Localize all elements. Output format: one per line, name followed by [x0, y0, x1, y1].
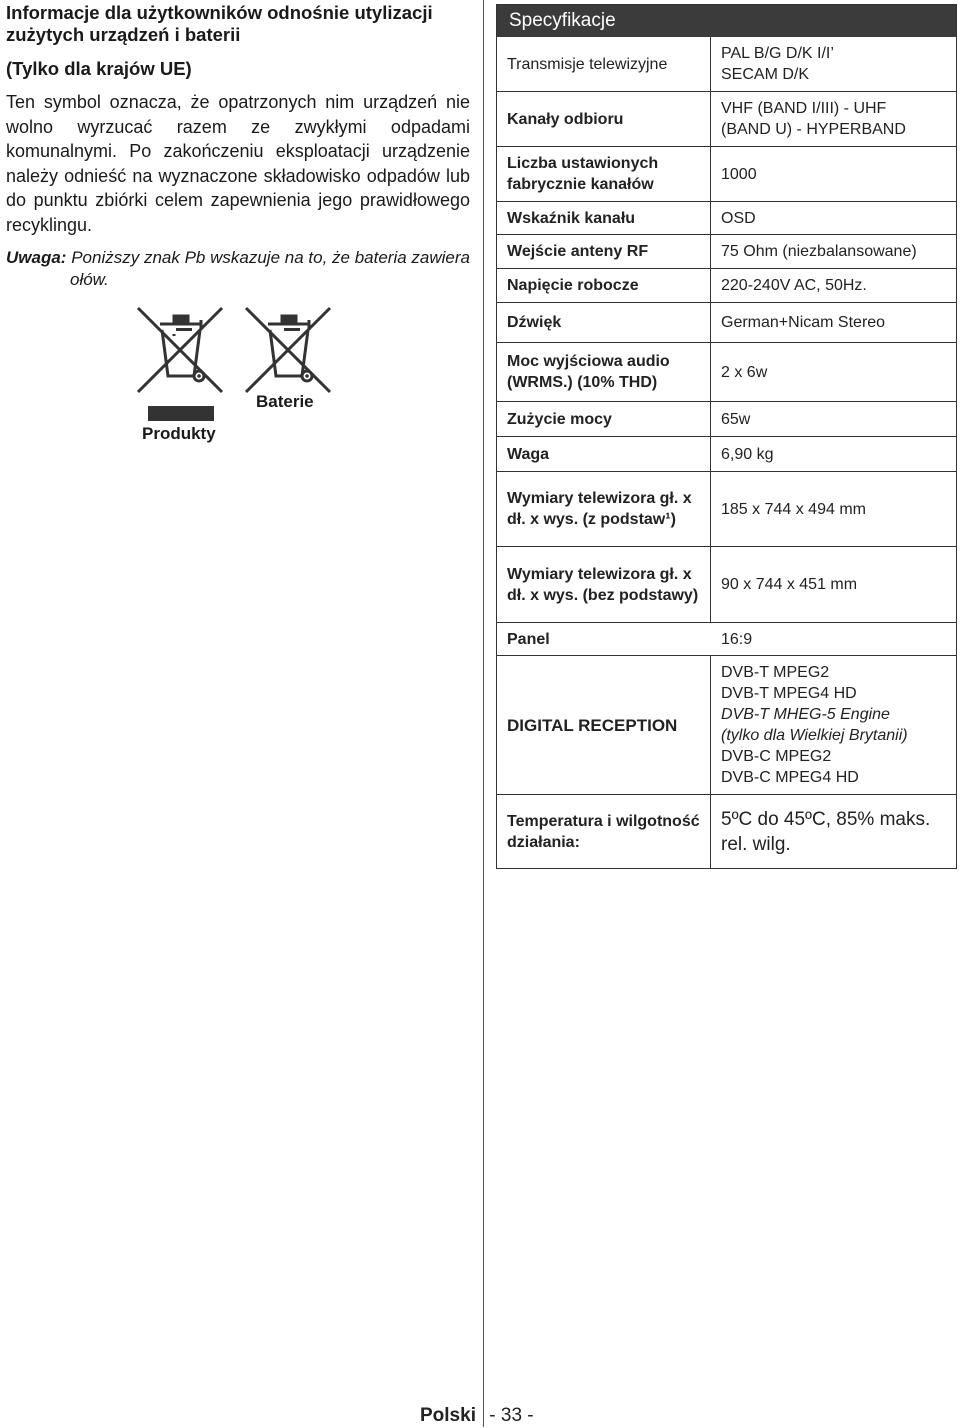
disposal-info-section	[6, 2, 470, 291]
spec-value: 90 x 744 x 451 mm	[721, 576, 858, 593]
spec-value: 1000	[721, 165, 757, 183]
spec-value-line: (tylko dla Wielkiej Brytanii)	[721, 727, 908, 744]
spec-value: 16:9	[721, 630, 753, 648]
spec-label: Kanały odbioru	[497, 92, 711, 146]
spec-label: Wymiary telewizora gł. x dł. x wys. (z podstaw¹)	[497, 472, 711, 546]
note-label: Uwaga:	[6, 248, 67, 267]
spec-value: 75 Ohm (niezbalansowane)	[721, 243, 917, 260]
spec-value-line: DVB-T MHEG-5 Engine	[721, 706, 890, 723]
column-divider	[483, 0, 484, 1427]
spec-value: 2 x 6w	[721, 363, 768, 381]
spec-label: Transmisje telewizyjne	[497, 37, 711, 91]
spec-label: Dźwięk	[497, 303, 711, 342]
spec-value: 6,90 kg	[721, 445, 774, 463]
spec-value-line: DVB-T MPEG4 HD	[721, 685, 857, 702]
spec-value	[711, 656, 956, 794]
spec-row	[497, 655, 956, 794]
disposal-paragraph: Ten symbol oznacza, że opatrzonych nim urządzeń nie wolno wyrzucać razem ze zwykłymi odpadami komunalnymi. Po zakończeniu eksploatacji urządzenie należy odnieść na wyznaczone składowisko odpadów lub do punktu zbiórki celem zapewnienia jego prawidłowego recyklingu.	[6, 92, 470, 235]
spec-title: Specyfikacje	[497, 5, 956, 37]
spec-row	[497, 342, 956, 401]
spec-value	[711, 92, 956, 146]
specification-table	[496, 4, 957, 869]
spec-row	[497, 794, 956, 868]
spec-row	[497, 268, 956, 302]
spec-value-line: SECAM D/K	[721, 66, 810, 83]
spec-value: 220-240V AC, 50Hz.	[721, 277, 867, 294]
spec-label: DIGITAL RECEPTION	[497, 656, 711, 794]
spec-value: German+Nicam Stereo	[721, 314, 886, 331]
spec-value-line: 5ºC do 45ºC, 85% maks.	[721, 808, 931, 830]
spec-label: Waga	[497, 437, 711, 471]
disposal-heading: Informacje dla użytkowników odnośnie utylizacji zużytych urządzeń i baterii	[6, 2, 433, 45]
spec-value	[711, 37, 956, 91]
spec-value-line: PAL B/G D/K I/I’	[721, 45, 834, 62]
page-footer	[420, 1404, 534, 1428]
eu-only-subheading: (Tylko dla krajów UE)	[6, 58, 192, 79]
spec-row	[497, 546, 956, 622]
spec-row	[497, 91, 956, 146]
crossed-wheelie-bin-icon	[238, 300, 338, 400]
batteries-caption: Baterie	[256, 392, 314, 411]
spec-label: Napięcie robocze	[497, 269, 711, 302]
spec-row	[497, 471, 956, 546]
spec-value-line: DVB-T MPEG2	[721, 664, 830, 681]
footer-language: Polski	[420, 1405, 476, 1426]
spec-value-line: VHF (BAND I/III) - UHF	[721, 100, 887, 117]
spec-value	[711, 795, 956, 868]
spec-row	[497, 201, 956, 234]
lead-note	[6, 247, 470, 291]
spec-row	[497, 37, 956, 91]
spec-label: Zużycie mocy	[497, 402, 711, 436]
spec-label: Panel	[507, 630, 550, 648]
spec-label: Temperatura i wilgotność działania:	[497, 795, 711, 868]
spec-label: Moc wyjściowa audio (WRMS.) (10% THD)	[497, 343, 711, 401]
spec-label: Wejście anteny RF	[497, 235, 711, 268]
spec-row	[497, 234, 956, 268]
note-text: Poniższy znak Pb wskazuje na to, że bateria zawiera ołów.	[70, 248, 470, 289]
spec-value-line: DVB-C MPEG2	[721, 748, 832, 765]
products-caption: Produkty	[142, 424, 216, 443]
spec-label: Liczba ustawionych fabrycznie kanałów	[497, 147, 711, 201]
spec-label: Wymiary telewizora gł. x dł. x wys. (bez podstawy)	[497, 547, 711, 622]
crossed-wheelie-bin-icon	[130, 300, 230, 430]
spec-label: Wskaźnik kanału	[497, 202, 711, 234]
spec-value: 65w	[721, 410, 751, 428]
spec-value: OSD	[721, 209, 756, 227]
spec-value-line: (BAND U) - HYPERBAND	[721, 121, 906, 138]
spec-value: 185 x 744 x 494 mm	[721, 500, 866, 518]
spec-row	[497, 436, 956, 471]
spec-value-line: rel. wilg.	[721, 833, 791, 855]
spec-row	[497, 622, 956, 655]
spec-row	[497, 146, 956, 201]
spec-row	[497, 302, 956, 342]
spec-row	[497, 401, 956, 436]
spec-value-line: DVB-C MPEG4 HD	[721, 769, 859, 786]
footer-page-number: - 33 -	[489, 1405, 534, 1426]
